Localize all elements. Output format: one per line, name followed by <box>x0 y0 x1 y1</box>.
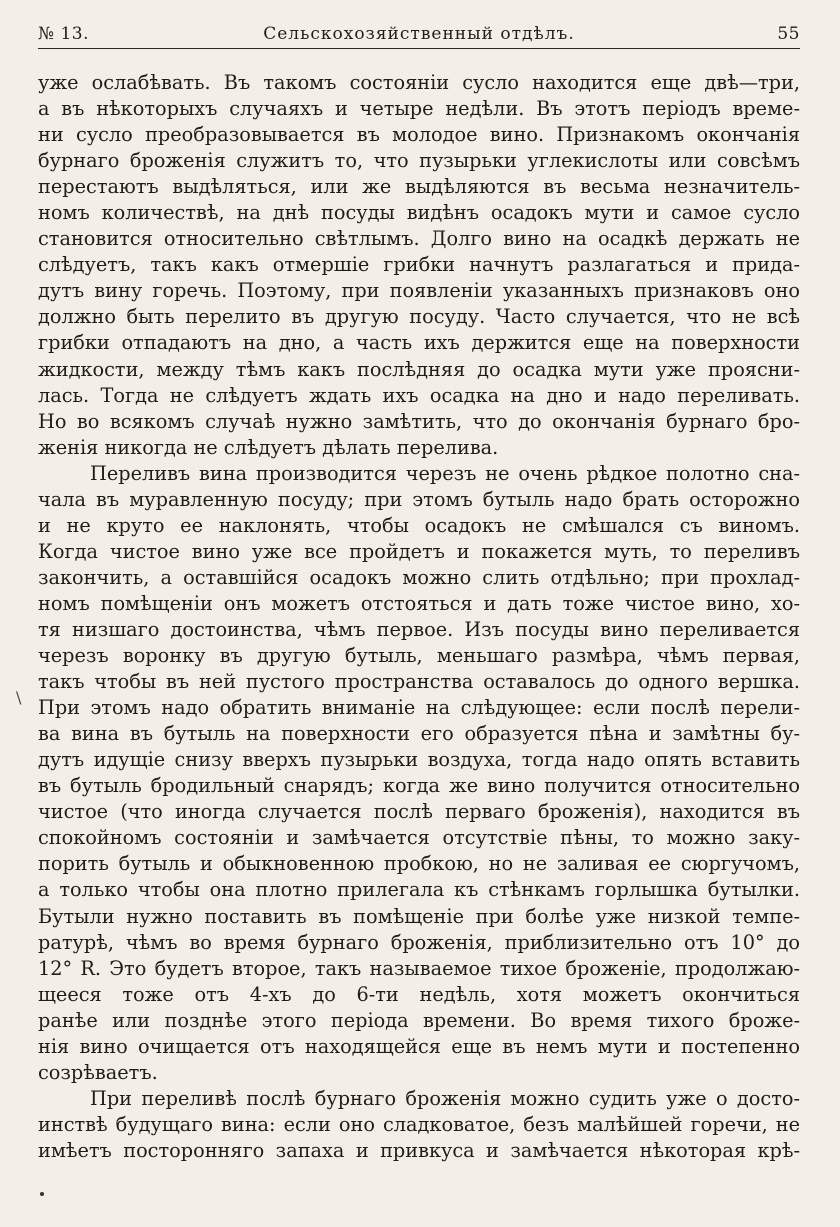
text-line: Когда чистое вино уже все пройдетъ и покажется муть, то переливъ <box>38 539 800 563</box>
text-line: въ бутыль бродильный снарядъ; когда же вино получится относительно <box>38 774 800 798</box>
running-header <box>38 18 800 49</box>
text-line: уже ослабѣвать. Въ такомъ состоянiи сусло находится еще двѣ—три, <box>38 71 800 94</box>
text-line: такъ чтобы въ ней пустого пространства оставалось до одного вершка. <box>38 670 800 694</box>
body-text <box>38 70 800 1164</box>
text-line: дутъ идущiе снизу вверхъ пузырьки воздуха, тогда надо опять вставить <box>38 748 800 772</box>
text-line: имѣетъ посторонняго запаха и привкуса и замѣчается нѣкоторая крѣ- <box>38 1138 800 1162</box>
text-line: слѣдуетъ, такъ какъ отмершiе грибки начнутъ разлагаться и прида- <box>38 253 800 277</box>
text-line: При переливѣ послѣ бурнаго броженiя можно судить уже о досто- <box>90 1086 800 1110</box>
text-line: чала въ муравленную посуду; при этомъ бутыль надо брать осторожно <box>38 487 800 511</box>
text-line: грибки отпадаютъ на дно, а часть ихъ держится еще на поверхности <box>38 331 800 355</box>
text-line: номъ помѣщенiи онъ можетъ отстояться и дать тоже чистое вино, хо- <box>38 591 800 615</box>
text-line: номъ количествѣ, на днѣ посуды видѣнъ осадокъ мути и самое сусло <box>38 201 800 225</box>
text-line: тя низшаго достоинства, чѣмъ первое. Изъ посуды вино переливается <box>38 617 800 641</box>
ink-speck <box>40 1192 44 1196</box>
text-line: должно быть перелито въ другую посуду. Часто случается, что не всѣ <box>38 305 800 329</box>
page-number: 55 <box>777 24 800 44</box>
text-line: Бутыли нужно поставить въ помѣщенiе при болѣе уже низкой темпе- <box>38 904 800 928</box>
text-line: нiя вино очищается отъ находящейся еще въ немъ мути и постепенно <box>38 1034 800 1058</box>
text-line: лась. Тогда не слѣдуетъ ждать ихъ осадка на дно и надо переливать. <box>38 383 800 407</box>
text-line: ни сусло преобразовывается въ молодое вино. Признакомъ окончанiя <box>38 123 800 147</box>
text-line: бурнаго броженiя служитъ то, что пузырьки углекислоты или совсѣмъ <box>38 149 800 173</box>
text-line: Переливъ вина производится черезъ не очень рѣдкое полотно сна- <box>90 461 800 485</box>
text-line: дутъ вину горечь. Поэтому, при появленiи указанныхъ признаковъ оно <box>38 279 800 303</box>
text-line: инствѣ будущаго вина: если оно сладковатое, безъ малѣйшей горечи, не <box>38 1112 800 1136</box>
section-title: Сельскохозяйственный отдѣлъ. <box>263 24 575 44</box>
text-line: спокойномъ состоянiи и замѣчается отсутствiе пѣны, то можно заку- <box>38 826 800 850</box>
text-line: перестаютъ выдѣляться, или же выдѣляются въ весьма незначитель- <box>38 175 800 199</box>
margin-mark: \ <box>16 688 22 707</box>
text-line: жидкости, между тѣмъ какъ послѣдняя до осадка мути уже проясни- <box>38 357 800 381</box>
text-line: 12° R. Это будетъ второе, такъ называемое тихое броженiе, продолжаю- <box>38 956 800 980</box>
text-line: порить бутыль и обыкновенною пробкою, но не заливая ее сюргучомъ, <box>38 852 800 876</box>
text-line: а только чтобы она плотно прилегала къ стѣнкамъ горлышка бутылки. <box>38 878 800 902</box>
text-line: женiя никогда не слѣдуетъ дѣлать перелива. <box>38 435 499 459</box>
text-line: ва вина въ бутыль на поверхности его образуется пѣна и замѣтны бу- <box>38 722 800 746</box>
text-line: ратурѣ, чѣмъ во время бурнаго броженiя, приблизительно отъ 10° до <box>38 930 800 954</box>
text-line: черезъ воронку въ другую бутыль, меньшаго размѣра, чѣмъ первая, <box>38 644 800 668</box>
text-line: становится относительно свѣтлымъ. Долго вино на осадкѣ держать не <box>38 227 800 251</box>
issue-number: № 13. <box>38 24 90 44</box>
text-line: а въ нѣкоторыхъ случаяхъ и четыре недѣли. Въ этотъ перiодъ време- <box>38 97 800 121</box>
text-line: и не круто ее наклонять, чтобы осадокъ не смѣшался съ виномъ. <box>38 513 800 537</box>
text-line: чистое (что иногда случается послѣ перваго броженiя), находится въ <box>38 800 800 824</box>
text-line: закончить, а оставшiйся осадокъ можно слить отдѣльно; при прохлад- <box>38 565 800 589</box>
text-line: При этомъ надо обратить вниманiе на слѣдующее: если послѣ перели- <box>38 696 800 720</box>
text-line: ранѣе или позднѣе этого перiода времени. Во время тихого броже- <box>38 1008 800 1032</box>
text-line: щееся тоже отъ 4-хъ до 6-ти недѣль, хотя можетъ окончиться <box>38 982 800 1006</box>
text-line: Но во всякомъ случаѣ нужно замѣтить, что до окончанiя бурнаго бро- <box>38 409 800 433</box>
text-line: созрѣваетъ. <box>38 1060 158 1084</box>
